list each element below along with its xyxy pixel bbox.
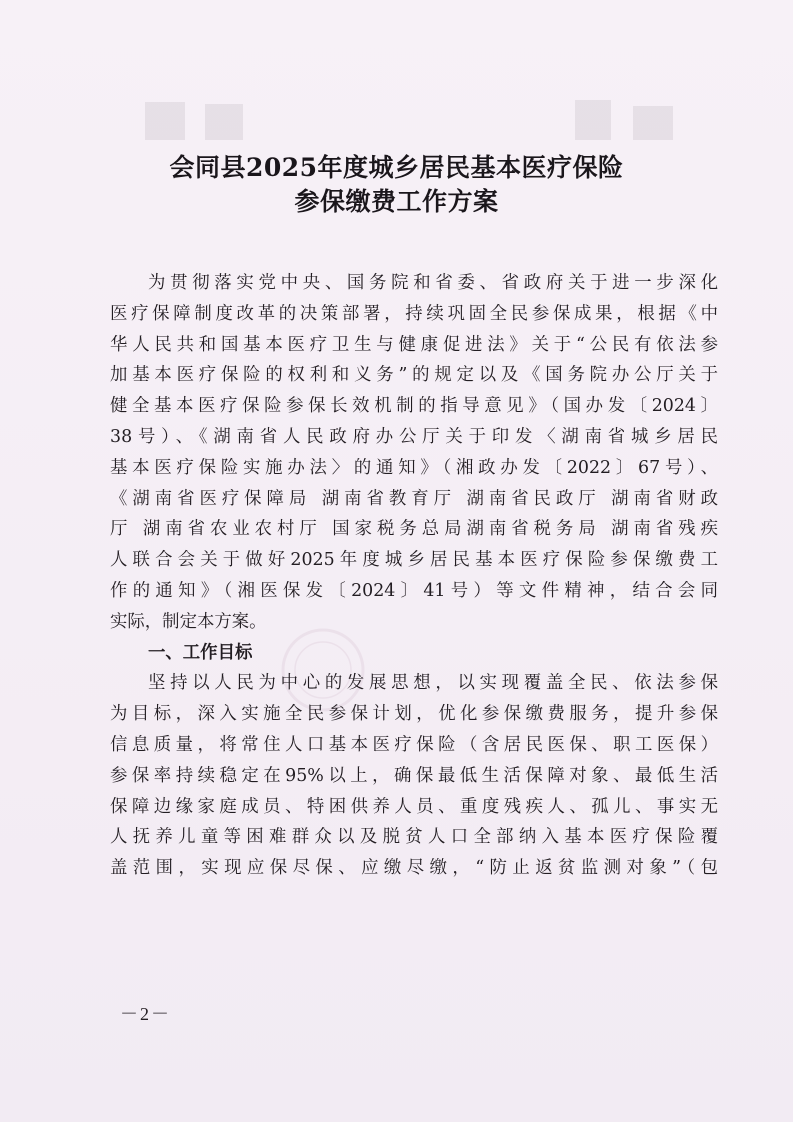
text-line: 信息质量，将常住人口基本医疗保险（含居民医保、职工医保） <box>110 734 718 755</box>
page-number: －2－ <box>120 1004 171 1024</box>
text-line: 盖范围，实现应保尽保、应缴尽缴，“防止返贫监测对象”（包 <box>110 858 718 879</box>
text-line: 保障边缘家庭成员、特困供养人员、重度残疾人、孤儿、事实无 <box>110 796 718 817</box>
document-title <box>0 151 793 219</box>
text-line: 参保率持续稳定在95%以上，确保最低生活保障对象、最低生活 <box>110 765 718 786</box>
text-line: 健全基本医疗保险参保长效机制的指导意见》（国办发〔2024〕 <box>110 396 718 417</box>
title-line-2: 参保缴费工作方案 <box>294 187 499 216</box>
text-line: 为贯彻落实党中央、国务院和省委、省政府关于进一步深化 <box>148 273 718 293</box>
text-line: 38号）、《湖南省人民政府办公厅关于印发〈湖南省城乡居民 <box>110 426 718 447</box>
paragraph-intro <box>110 268 718 638</box>
section-heading: 一、工作目标 <box>148 642 253 663</box>
text-line: 人联合会关于做好2025年度城乡居民基本医疗保险参保缴费工 <box>110 550 718 571</box>
paragraph-goals <box>110 668 718 884</box>
text-line: 《湖南省医疗保障局 湖南省教育厅 湖南省民政厅 湖南省财政 <box>110 488 718 509</box>
text-line: 实际，制定本方案。 <box>110 611 267 632</box>
text-line: 加基本医疗保险的权利和义务”的规定以及《国务院办公厅关于 <box>110 365 718 386</box>
text-line: 人抚养儿童等困难群众以及脱贫人口全部纳入基本医疗保险覆 <box>110 827 718 848</box>
text-line: 华人民共和国基本医疗卫生与健康促进法》关于“公民有依法参 <box>110 334 718 355</box>
text-line: 医疗保障制度改革的决策部署，持续巩固全民参保成果，根据《中 <box>110 303 718 324</box>
text-line: 厅 湖南省农业农村厅 国家税务总局湖南省税务局 湖南省残疾 <box>110 519 718 540</box>
title-line-1: 会同县2025年度城乡居民基本医疗保险 <box>169 153 624 182</box>
text-line: 坚持以人民为中心的发展思想，以实现覆盖全民、依法参保 <box>148 673 718 694</box>
bleed-through-text <box>135 92 695 152</box>
text-line: 为目标，深入实施全民参保计划，优化参保缴费服务，提升参保 <box>110 704 718 725</box>
document-body <box>110 268 718 884</box>
text-line: 作的通知》（湘医保发〔2024〕41号）等文件精神，结合会同 <box>110 580 718 601</box>
text-line: 基本医疗保险实施办法〉的通知》（湘政办发〔2022〕67号）、 <box>110 457 718 478</box>
